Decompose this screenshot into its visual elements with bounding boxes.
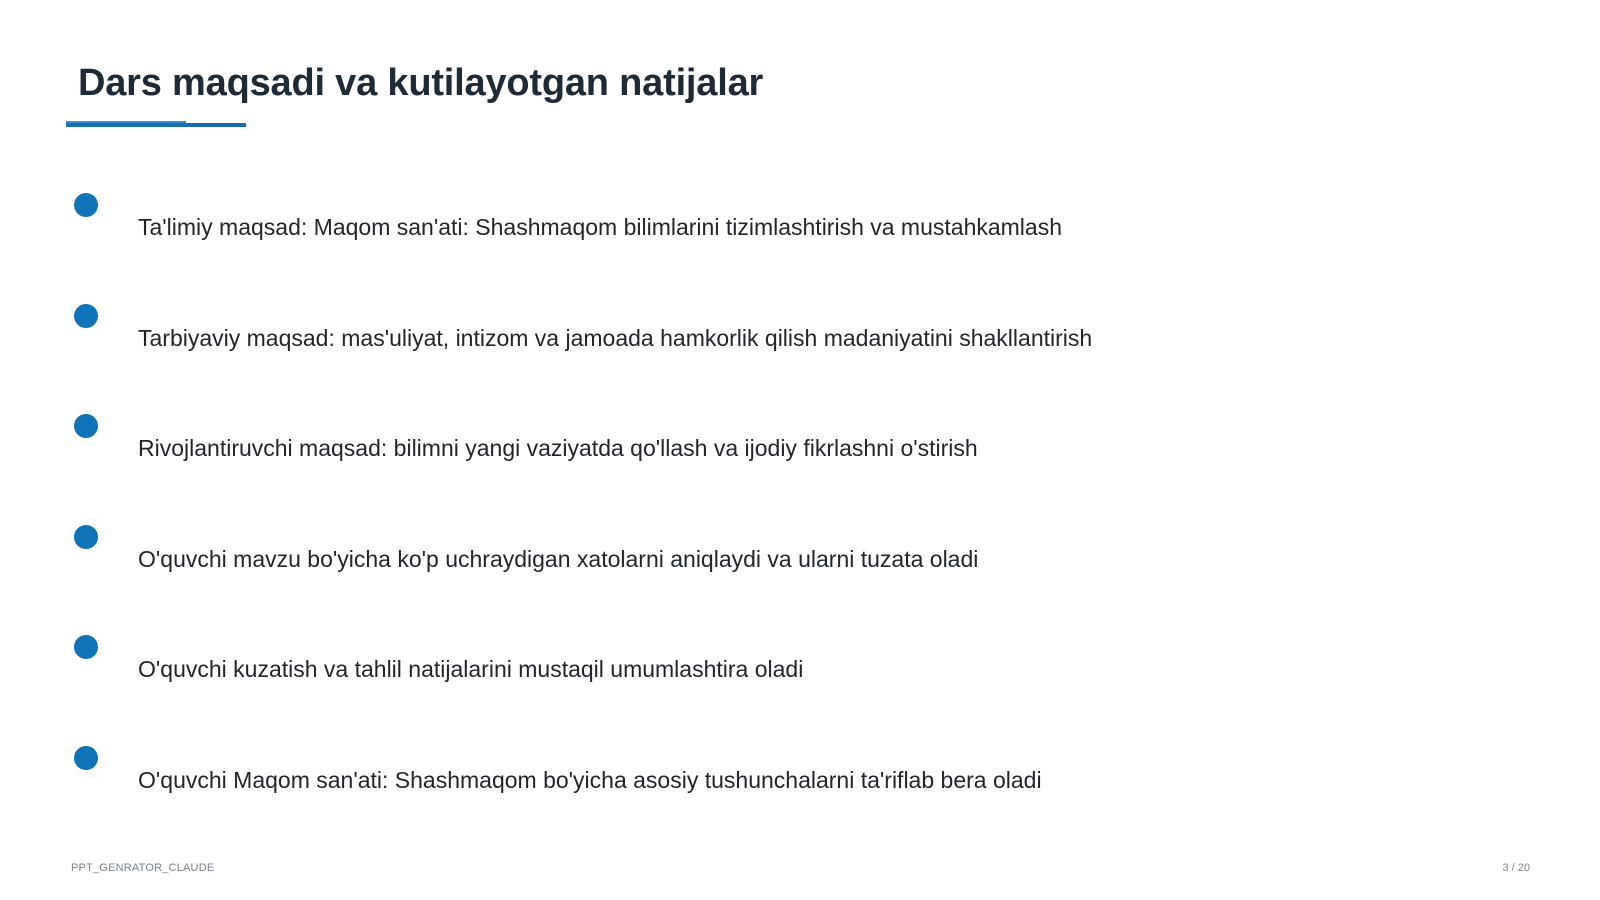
- bullet-item: [0, 635, 1600, 695]
- bullet-text: O'quvchi mavzu bo'yicha ko'p uchraydigan xatolarni aniqlaydi va ularni tuzata oladi: [138, 546, 979, 572]
- page-indicator: 3 / 20: [1502, 862, 1530, 874]
- bullet-item: [0, 304, 1600, 364]
- bullet-dot-icon: [74, 414, 98, 438]
- footer-label: PPT_GENRATOR_CLAUDE: [71, 862, 215, 874]
- title-underline: [66, 123, 246, 127]
- bullet-dot-icon: [74, 304, 98, 328]
- bullet-dot-icon: [74, 635, 98, 659]
- bullet-text: Ta'limiy maqsad: Maqom san'ati: Shashmaqom bilimlarini tizimlashtirish va mustahkamlash: [138, 214, 1062, 240]
- title-underline-accent: [66, 121, 186, 123]
- bullet-dot-icon: [74, 193, 98, 217]
- bullet-text: Tarbiyaviy maqsad: mas'uliyat, intizom va jamoada hamkorlik qilish madaniyatini shakllantirish: [138, 325, 1093, 351]
- slide-title: Dars maqsadi va kutilayotgan natijalar: [78, 62, 764, 104]
- bullet-item: [0, 746, 1600, 806]
- bullet-text: O'quvchi kuzatish va tahlil natijalarini mustaqil umumlashtira oladi: [138, 656, 804, 682]
- bullet-item: [0, 414, 1600, 474]
- bullet-text: Rivojlantiruvchi maqsad: bilimni yangi vaziyatda qo'llash va ijodiy fikrlashni o'stirish: [138, 435, 978, 461]
- bullet-dot-icon: [74, 746, 98, 770]
- bullet-dot-icon: [74, 525, 98, 549]
- bullet-item: [0, 193, 1600, 253]
- bullet-text: O'quvchi Maqom san'ati: Shashmaqom bo'yicha asosiy tushunchalarni ta'riflab bera oladi: [138, 767, 1042, 793]
- bullet-item: [0, 525, 1600, 585]
